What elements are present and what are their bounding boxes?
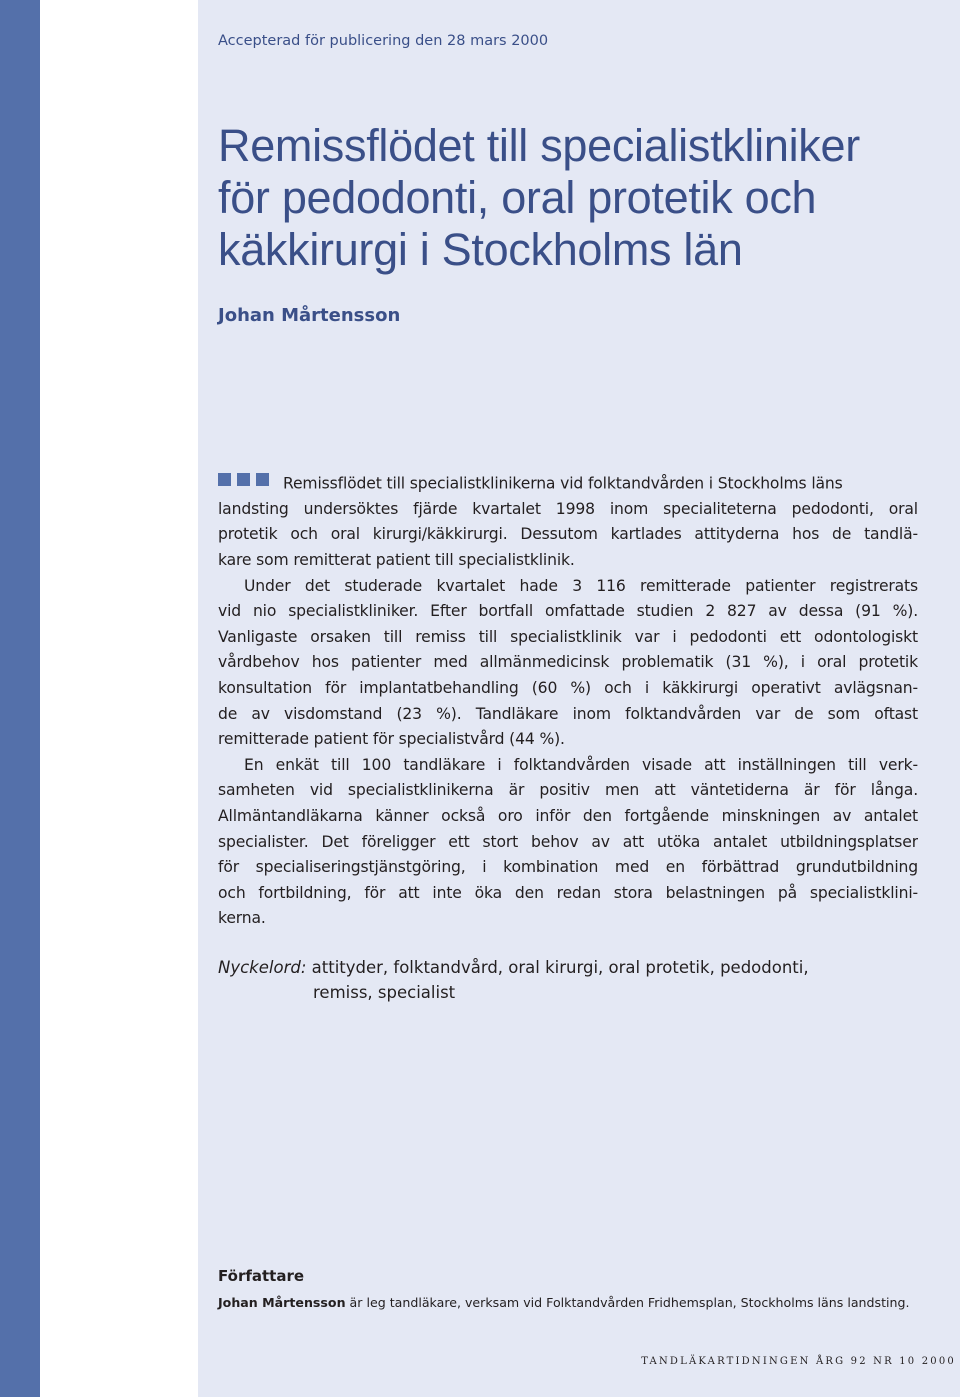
keywords-label: Nyckelord: [218,958,307,977]
abstract-line: vårdbehov hos patienter med allmänmedicinsk problematik (31 %), i oral protetik [218,653,918,672]
abstract-line: vid nio specialistkliniker. Efter bortfall omfattade studien 2 827 av dessa (91 %). [218,602,918,621]
author-name: Johan Mårtensson [218,305,401,326]
abstract-line: remitterade patient för specialistvård (44 %). [218,730,565,749]
author-info-name: Johan Mårtensson [218,1295,346,1310]
abstract-line: Vanligaste orsaken till remiss till specialistklinik var i pedodonti ett odontologiskt [218,627,918,646]
title-line: Remissflödet till specialistkliniker [218,120,860,171]
keywords [218,955,809,1005]
abstract-line: Remissflödet till specialistklinikerna vid folktandvården i Stockholms läns [283,474,843,493]
keywords-row [218,955,809,980]
abstract-line: Under det studerade kvartalet hade 3 116 remitterade patienter registrerats [244,576,918,595]
author-info [218,1294,910,1312]
abstract-line: landsting undersöktes fjärde kvartalet 1998 inom specialiteterna pedodonti, oral [218,499,918,518]
abstract-line: Allmäntandläkarna känner också oro inför den fortgående minskningen av antalet [218,807,918,826]
section-marker-squares-icon [218,469,275,495]
abstract-line-first [218,471,918,497]
abstract-line: konsultation för implantatbehandling (60 %) och i käkkirurgi operativt avlägsnan- [218,679,918,698]
keywords-line: attityder, folktandvård, oral kirurgi, oral protetik, pedodonti, [311,958,809,977]
abstract-line: specialister. Det föreligger ett stort behov av att utöka antalet utbildningsplatser [218,832,918,851]
abstract-line: och fortbildning, för att inte öka den redan stora belastningen på specialistklini- [218,883,918,902]
title-line: för pedodonti, oral protetik och [218,172,817,223]
abstract-line: samheten vid specialistklinikerna är positiv men att väntetiderna är för långa. [218,781,918,800]
author-info-description: är leg tandläkare, verksam vid Folktandvården Fridhemsplan, Stockholms läns landsting. [349,1295,910,1310]
author-section-heading: Författare [218,1267,305,1285]
abstract-line: de av visdomstand (23 %). Tandläkare inom folktandvården var de som oftast [218,704,918,723]
left-accent-bar [0,0,40,1397]
keywords-line: remiss, specialist [313,983,456,1002]
article-title [218,120,860,276]
abstract-line: kare som remitterat patient till specialistklinik. [218,551,575,570]
abstract-line: protetik och oral kirurgi/käkkirurgi. Dessutom kartlades attityderna hos de tandlä- [218,525,918,544]
title-line: käkkirurgi i Stockholms län [218,224,743,275]
abstract-line: kerna. [218,909,266,928]
journal-footer: TANDLÄKARTIDNINGEN ÅRG 92 NR 10 2000 [641,1356,956,1367]
abstract [218,471,918,932]
acceptance-note: Accepterad för publicering den 28 mars 2000 [218,33,549,49]
abstract-line: En enkät till 100 tandläkare i folktandvården visade att inställningen till verk- [244,755,918,774]
abstract-line: för specialiseringstjänstgöring, i kombination med en förbättrad grundutbildning [218,858,918,877]
